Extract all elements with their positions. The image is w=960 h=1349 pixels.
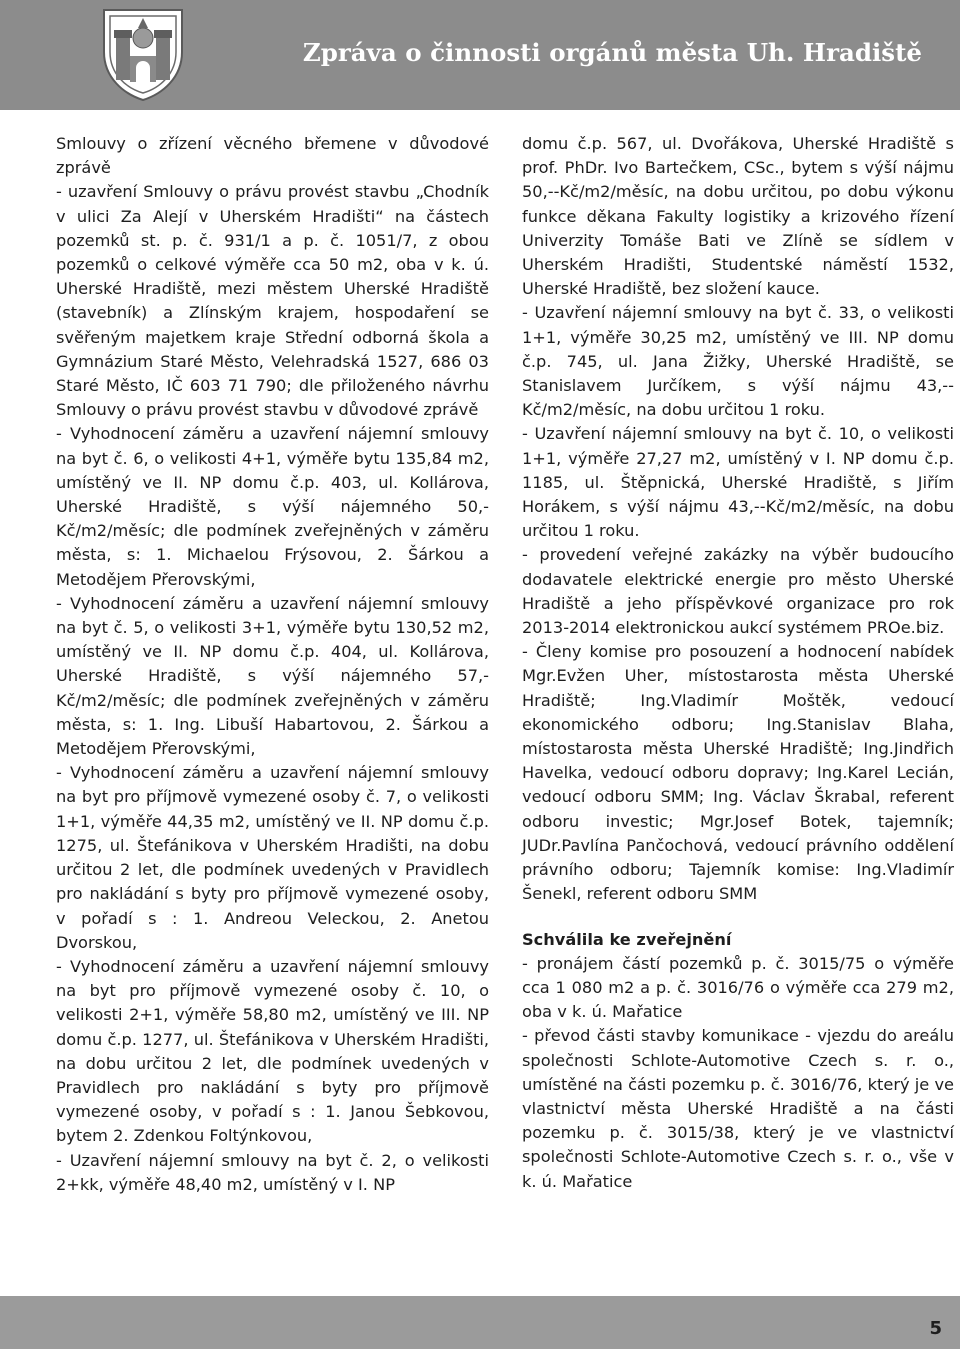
page-header — [0, 0, 960, 110]
page-title: Zpráva o činnosti orgánů města Uh. Hradiště — [302, 38, 922, 67]
city-coat-of-arms-icon — [98, 6, 188, 102]
right-column-text-2: - pronájem částí pozemků p. č. 3015/75 o výměře cca 1 080 m2 a p. č. 3016/76 o výměře cca 279 m2, oba v k. ú. Mařatice - převod části stavby komunikace - vjezdu do areálu společnosti Schlote-Automotive Czech s. r. o., umístěné na části pozemku p. č. 3016/76, který je ve vlastnictví města Uherské Hradiště a na části pozemku p. č. 3015/38, který je ve vlastnictví společnosti Schlote-Automotive Czech s. r. o., vše v k. ú. Mařatice — [522, 953, 954, 1191]
section-heading: Schválila ke zveřejnění — [522, 929, 732, 949]
left-column-text: Smlouvy o zřízení věcného břemene v důvodové zprávě - uzavření Smlouvy o právu provést stavbu „Chodník v ulici Za Alejí v Uherském Hradišti“ na částech pozemků st. p. č. 931/1 a p. č. 1051/7, z obou pozemků o celkové výměře cca 50 m2, oba v k. ú. Uherské Hradiště, mezi městem Uherské Hradiště (stavebník) a Zlínským krajem, hospodaření se svěřeným majetkem kraje Střední odborná škola a Gymnázium Staré Město, Velehradská 1527, 686 03 Staré Město, IČ 603 71 790; dle přiloženého návrhu Smlouvy o právu provést stavbu v důvodové zprávě - Vyhodnocení záměru a uzavření nájemní smlouvy na byt č. 6, o velikosti 4+1, výměře bytu 135,84 m2, umístěný ve II. NP domu č.p. 403, ul. Kollárova, Uherské Hradiště, s výší nájemného 50,- Kč/m2/měsíc; dle podmínek zveřejněných v záměru města, s: 1. Michaelou Frýsovou, 2. Šárkou a Metodějem Přerovskými, - Vyhodnocení záměru a uzavření nájemní smlouvy na byt č. 5, o velikosti 3+1, výměře bytu 130,52 m2, umístěný ve II. NP domu č.p. 404, ul. Kollárova, Uherské Hradiště, s výší nájemného 57,- Kč/m2/měsíc; dle podmínek zveřejněných v záměru města, s: 1. Ing. Libuší Habartovou, 2. Šárkou a Metodějem Přerovskými, - Vyhodnocení záměru a uzavření nájemní smlouvy na byt pro příjmově vymezené osoby č. 7, o velikosti 1+1, výměře 44,35 m2, umístěný ve II. NP domu č.p. 1275, ul. Štefánikova v Uherském Hradišti, na dobu určitou 2 let, dle podmínek uvedených v Pravidlech pro nakládání s byty pro příjmově vymezené osoby, v pořadí s : 1. Andreou Veleckou, 2. Anetou Dvorskou, - Vyhodnocení záměru a uzavření nájemní smlouvy na byt pro příjmově vymezené osoby č. 10, o velikosti 2+1, výměře 58,80 m2, umístěný ve III. NP domu č.p. 1277, ul. Štefánikova v Uherském Hradišti, na dobu určitou 2 let, dle podmínek uvedených v Pravidlech pro nakládání s byty pro příjmově vymezené osoby, v pořadí s : 1. Janou Šebkovou, bytem 2. Zdenkou Foltýnkovou, - Uzavření nájemní smlouvy na byt č. 2, o velikosti 2+kk, výměře 48,40 m2, umístěný v I. NP — [56, 134, 489, 1194]
right-column-text: domu č.p. 567, ul. Dvořákova, Uherské Hradiště s prof. PhDr. Ivo Bartečkem, CSc., bytem s výší nájmu 50,--Kč/m2/měsíc, na dobu určitou, po dobu výkonu funkce děkana Fakulty logistiky a krizového řízení Univerzity Tomáše Bati ve Zlíně se sídlem v Uherském Hradišti, Studentské náměstí 1532, Uherské Hradiště, bez složení kauce. - Uzavření nájemní smlouvy na byt č. 33, o velikosti 1+1, výměře 30,25 m2, umístěný ve III. NP domu č.p. 745, ul. Jana Žižky, Uherské Hradiště, se Stanislavem Jurčíkem, s výší nájmu 43,--Kč/m2/měsíc, na dobu určitou 1 roku. - Uzavření nájemní smlouvy na byt č. 10, o velikosti 1+1, výměře 27,27 m2, umístěný v I. NP domu č.p. 1185, ul. Štěpnická, Uherské Hradiště, s Jiřím Horákem, s výší nájmu 43,--Kč/m2/měsíc, na dobu určitou 1 roku. - provedení veřejné zakázky na výběr budoucího dodavatele elektrické energie pro město Uherské Hradiště a jeho příspěvkové organizace pro rok 2013-2014 elektronickou aukcí systémem PROe.biz. - Členy komise pro posouzení a hodnocení nabídek Mgr.Evžen Uher, místostarosta města Uherské Hradiště; Ing.Vladimír Moštěk, vedoucí ekonomického odboru; Ing.Stanislav Blaha, místostarosta města Uherské Hradiště; Ing.Jindřich Havelka, vedoucí odboru dopravy; Ing.Karel Lecián, vedoucí odboru SMM; Ing. Václav Škrabal, referent odboru investic; Mgr.Josef Botek, tajemník; JUDr.Pavlína Pančochová, vedoucí právního oddělení právního odboru; Tajemník komise: Ing.Vladimír Šenekl, referent odboru SMM — [522, 134, 954, 904]
right-column — [522, 132, 954, 1194]
footer-bar — [0, 1296, 960, 1349]
page-number: 5 — [929, 1318, 942, 1339]
left-column — [56, 132, 489, 1197]
